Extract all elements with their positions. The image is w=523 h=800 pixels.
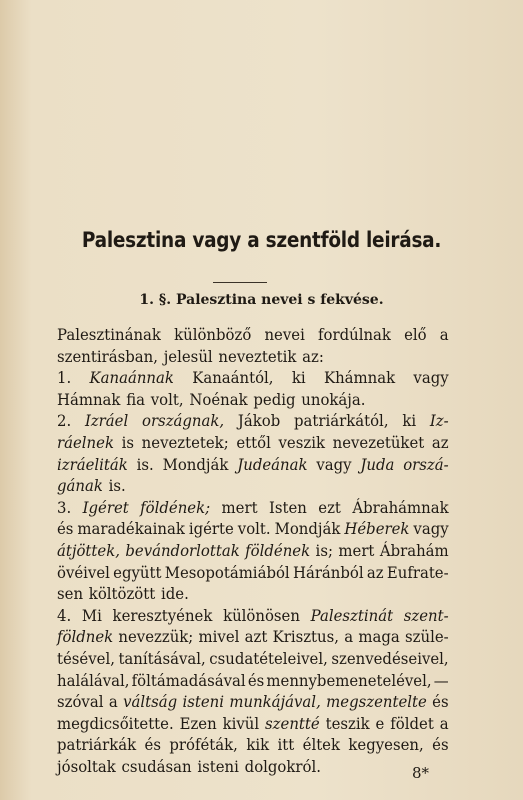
text: ki (291, 369, 306, 388)
text: jelesül (163, 347, 213, 366)
word (331, 649, 448, 671)
text: is; (315, 541, 333, 560)
text: különböző (174, 326, 252, 344)
text: mert (338, 541, 375, 560)
word (122, 433, 134, 455)
text-line (57, 541, 449, 563)
text: keresztyének (112, 606, 213, 625)
page-number: 8* (411, 764, 429, 782)
text: a (439, 714, 449, 733)
word (238, 519, 271, 541)
word (164, 347, 213, 369)
word (279, 433, 325, 455)
text: pedig (253, 390, 296, 409)
word (57, 519, 73, 541)
text: jósoltak (57, 757, 116, 776)
text: tésével, (57, 649, 115, 668)
text: Mondják (274, 520, 341, 539)
text: veszik (278, 433, 325, 452)
word (132, 671, 246, 693)
word (57, 455, 128, 477)
word (303, 735, 340, 757)
text-line (57, 649, 449, 671)
word (77, 519, 184, 541)
text: és (247, 671, 265, 690)
text: csudatételeivel, (209, 649, 328, 668)
italic-text: isteni (182, 693, 225, 712)
text: azt (244, 628, 268, 647)
word (404, 325, 427, 347)
word (209, 649, 328, 671)
text: volt, (150, 390, 184, 409)
word (237, 455, 307, 477)
word (278, 735, 295, 757)
word (413, 368, 448, 390)
word (338, 541, 374, 563)
word (432, 433, 449, 455)
italic-text: izráeliták (57, 455, 128, 474)
italic-text: Izráel (84, 412, 129, 431)
word (248, 671, 264, 693)
word (57, 368, 71, 390)
text: vagy (413, 520, 449, 539)
word (89, 584, 155, 606)
text: mennybemenetelével, (266, 671, 432, 690)
word (316, 455, 351, 477)
text: az: (302, 347, 324, 366)
word (360, 455, 394, 477)
text: szüle- (405, 628, 449, 647)
word (245, 757, 321, 779)
text: költözött (88, 585, 156, 604)
section-heading: 1. §. Palesztina nevei s fekvése. (139, 292, 384, 308)
text: kivül (222, 714, 260, 733)
word (333, 433, 425, 455)
word (238, 411, 280, 433)
word (294, 411, 389, 433)
text: Ábrahámnak (352, 498, 449, 517)
italic-text: szentté (265, 714, 320, 733)
word (57, 692, 103, 714)
text: Jákob (237, 412, 281, 431)
text: szentirásban, (57, 347, 158, 366)
word (432, 735, 448, 757)
text: e (375, 714, 385, 733)
text: övéivel (57, 563, 110, 582)
text: és (144, 736, 161, 755)
text: ki (402, 412, 417, 431)
word (126, 390, 145, 412)
word (390, 714, 434, 736)
text: unokája. (301, 390, 366, 409)
text: igérte (188, 520, 234, 539)
text: Krisztus, (272, 628, 339, 647)
text-line (57, 347, 449, 369)
text: kegyesen, (348, 736, 424, 755)
text: teszik (325, 714, 370, 733)
italic-text: Iz- (429, 412, 449, 431)
text: Noénak (189, 390, 248, 409)
word (344, 519, 409, 541)
text: Khámnak (323, 369, 396, 388)
text: Mondják (162, 455, 229, 474)
word (273, 627, 339, 649)
word (367, 563, 384, 585)
text-line (57, 455, 449, 477)
word (57, 649, 115, 671)
text-line (57, 390, 449, 412)
italic-text: Héberek (344, 520, 410, 539)
word (57, 325, 161, 347)
word (311, 606, 393, 628)
text: maradékainak (77, 520, 185, 539)
word (182, 692, 224, 714)
text: szóval (57, 693, 104, 712)
word (344, 627, 353, 649)
text-line (57, 714, 449, 736)
text: Eufrate- (386, 563, 449, 582)
text: Isten (268, 498, 307, 517)
word (245, 627, 268, 649)
word (122, 757, 192, 779)
word (125, 541, 239, 563)
word (145, 735, 161, 757)
title-divider (213, 282, 267, 283)
text: megdicsőitette. (57, 714, 174, 733)
word (222, 498, 258, 520)
word (432, 692, 448, 714)
word (264, 325, 304, 347)
word (109, 692, 118, 714)
text-line (57, 584, 449, 606)
word (165, 563, 290, 585)
word (265, 714, 320, 736)
text: Háránból (292, 563, 364, 582)
word (90, 368, 174, 390)
word (275, 519, 341, 541)
word (57, 541, 120, 563)
italic-text: Juda (360, 455, 395, 474)
text: is (121, 433, 135, 452)
word (57, 563, 110, 585)
text: Ezen (179, 714, 217, 733)
word (57, 606, 71, 628)
text: Ábrahám (379, 541, 449, 560)
word (413, 519, 448, 541)
italic-text: bevándorlottak (125, 541, 240, 560)
word (85, 411, 128, 433)
text: mivel (198, 628, 240, 647)
word (189, 390, 247, 412)
word (348, 735, 423, 757)
word (192, 368, 273, 390)
text: is. (136, 455, 154, 474)
word (57, 584, 83, 606)
italic-text: Judeának (237, 455, 308, 474)
text: csudásan (121, 757, 192, 776)
text: fordúlnak (318, 326, 391, 344)
text: volt. (237, 520, 271, 539)
text-line (57, 433, 449, 455)
word (174, 325, 251, 347)
italic-text: földének (245, 541, 311, 560)
text: halálával, (57, 671, 130, 690)
word (57, 347, 158, 369)
text: ettől (236, 433, 271, 452)
word (302, 347, 324, 369)
text: elő (404, 326, 427, 344)
text-line (57, 757, 449, 779)
word (57, 390, 120, 412)
word (118, 649, 205, 671)
word (223, 606, 300, 628)
text-line (57, 692, 449, 714)
text: az (431, 433, 449, 452)
word (316, 541, 333, 563)
italic-text: földének; (140, 498, 211, 517)
page-title: Palesztina vagy a szentföld leirása. (81, 228, 442, 252)
text: föltámadásával (131, 671, 246, 690)
text: Hámnak (57, 390, 121, 409)
word (180, 714, 217, 736)
word (113, 606, 213, 628)
text-line (57, 498, 449, 520)
text: különösen (223, 606, 300, 625)
italic-text: gának (57, 477, 103, 496)
text: maga (358, 628, 400, 647)
word (118, 627, 193, 649)
word (318, 325, 391, 347)
word (57, 411, 71, 433)
text: 3. (57, 498, 72, 517)
italic-text: orszá- (403, 455, 449, 474)
text: tanításával, (118, 649, 206, 668)
word (123, 692, 177, 714)
word (236, 433, 270, 455)
text-line (57, 368, 449, 390)
body-text (57, 325, 449, 778)
word (387, 563, 449, 585)
text: itt (277, 736, 295, 755)
word (301, 390, 365, 412)
text-line (57, 563, 449, 585)
text: az (366, 563, 384, 582)
italic-text: földnek (57, 628, 114, 647)
text: — (433, 671, 449, 690)
text: ezt (318, 498, 341, 517)
text: sen (57, 585, 84, 604)
text: Kanaántól, (192, 369, 274, 388)
text: nevezzük; (118, 628, 194, 647)
italic-text: munkájával, (229, 693, 321, 712)
text: neveztetik (218, 347, 297, 366)
italic-text: ráelnek (57, 433, 114, 452)
text: patriárkák (57, 736, 137, 755)
text: mert (221, 498, 258, 517)
text: isteni (197, 757, 239, 776)
text: a (108, 693, 118, 712)
text: és (57, 520, 74, 539)
italic-text: szent- (403, 606, 449, 625)
text: nevei (264, 326, 305, 344)
word (218, 347, 296, 369)
word (57, 498, 71, 520)
text: a (344, 628, 354, 647)
text-line (57, 735, 449, 757)
word (189, 519, 234, 541)
word (292, 368, 306, 390)
text: és (432, 736, 449, 755)
text: szenvedéseivel, (331, 649, 449, 668)
word (293, 563, 364, 585)
italic-text: váltság (123, 693, 178, 712)
word (197, 757, 239, 779)
word (223, 714, 260, 736)
word (57, 671, 129, 693)
text: és (432, 693, 449, 712)
text: együtt (113, 563, 162, 582)
text: földet (390, 714, 434, 733)
word (326, 714, 370, 736)
italic-text: átjöttek, (57, 541, 120, 560)
italic-text: országnak, (141, 412, 225, 431)
word (318, 498, 341, 520)
text: Palesztinának (57, 326, 161, 344)
text: 4. (57, 606, 72, 625)
word (169, 735, 238, 757)
word (109, 476, 126, 498)
word (57, 714, 174, 736)
word (57, 476, 103, 498)
word (358, 627, 399, 649)
text-line (57, 671, 449, 693)
word (245, 541, 310, 563)
word (57, 433, 114, 455)
text: kik (246, 736, 270, 755)
text-line (57, 476, 449, 498)
word (380, 541, 449, 563)
word (161, 584, 189, 606)
word (440, 714, 449, 736)
word (376, 714, 385, 736)
word (266, 671, 431, 693)
word (142, 433, 229, 455)
italic-text: Palesztinát (310, 606, 394, 625)
word (140, 498, 210, 520)
word (137, 455, 154, 477)
italic-text: Kanaánnak (89, 369, 174, 388)
text: 1. (57, 369, 72, 388)
word (403, 455, 448, 477)
italic-text: Igéret (82, 498, 129, 517)
text: éltek (302, 736, 341, 755)
text-line (57, 519, 449, 541)
word (246, 735, 269, 757)
text: fia (126, 390, 146, 409)
word (324, 368, 395, 390)
word (434, 671, 449, 693)
word (199, 627, 240, 649)
word (82, 606, 102, 628)
text-line (57, 325, 449, 347)
text-line (57, 606, 449, 628)
text: Mi (81, 606, 102, 625)
text: nevezetüket (332, 433, 425, 452)
text: Mesopotámiából (164, 563, 290, 582)
italic-text: megszentelte (326, 693, 427, 712)
text: patriárkától, (294, 412, 389, 431)
text: 2. (57, 412, 72, 431)
word (229, 692, 320, 714)
word (163, 455, 229, 477)
text: a (439, 326, 449, 344)
word (269, 498, 307, 520)
word (430, 411, 449, 433)
word (404, 606, 449, 628)
word (142, 411, 224, 433)
text-line (57, 411, 449, 433)
word (352, 498, 448, 520)
word (83, 498, 129, 520)
word (57, 757, 116, 779)
text: vagy (413, 369, 449, 388)
text: próféták, (169, 736, 238, 755)
word (326, 692, 427, 714)
word (405, 627, 449, 649)
text: is. (108, 477, 126, 496)
text: vagy (316, 455, 352, 474)
word (440, 325, 449, 347)
word (57, 735, 136, 757)
word (113, 563, 161, 585)
word (57, 627, 113, 649)
word (151, 390, 184, 412)
text-line (57, 627, 449, 649)
text: dolgokról. (244, 757, 321, 776)
word (402, 411, 416, 433)
word (253, 390, 295, 412)
text: ide. (160, 585, 189, 604)
text: neveztetek; (141, 433, 229, 452)
